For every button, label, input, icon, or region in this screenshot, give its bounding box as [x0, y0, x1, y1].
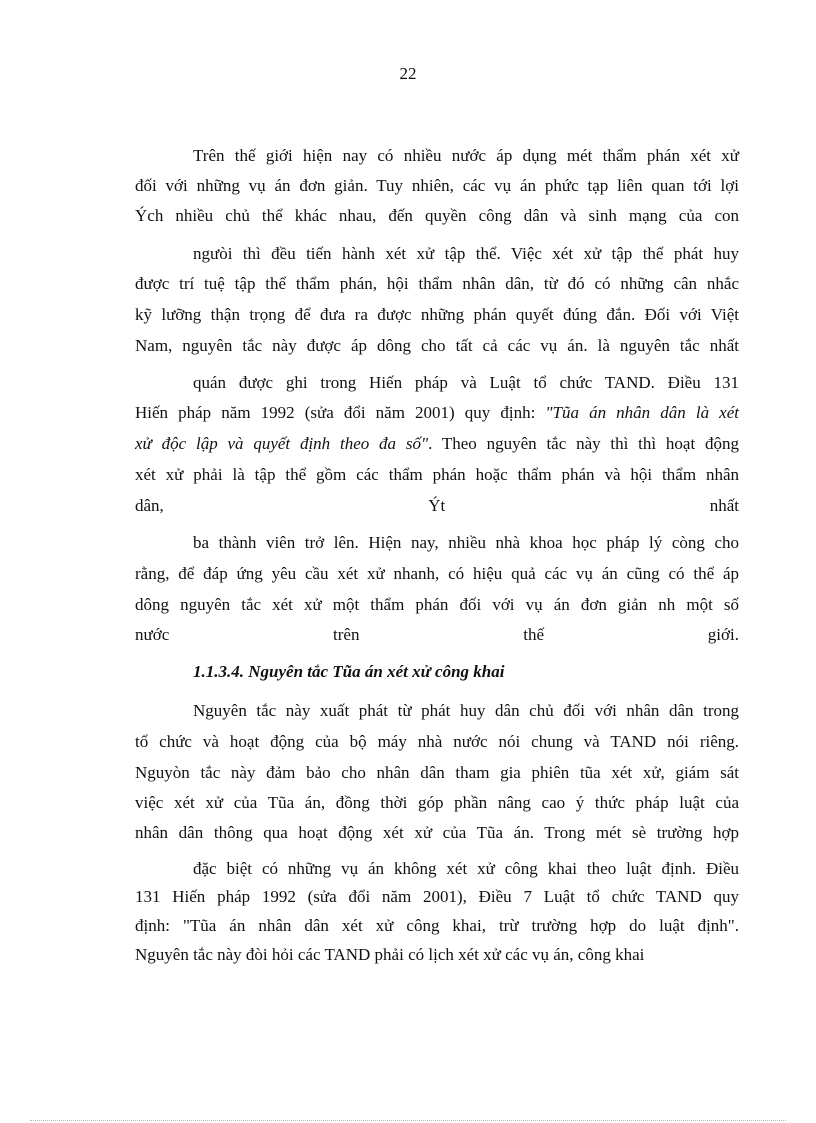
- paragraph-line: kỹ lưỡng thận trọng để đưa ra được những phán quyết đúng đắn. Đối với Việt: [135, 305, 739, 324]
- paragraph-line: nhân dân thông qua hoạt động xét xử của Tũa án. Trong mét sè trường hợp: [135, 823, 739, 842]
- quoted-text: "Tũa án nhân dân là xét: [545, 403, 739, 422]
- line-text: Hiến pháp năm 1992 (sửa đổi năm 2001) quy định:: [135, 403, 546, 422]
- paragraph-line: xét xử phải là tập thể gồm các thẩm phán hoặc thẩm phán và hội thẩm nhân: [135, 465, 739, 484]
- section-heading: 1.1.3.4. Nguyên tắc Tũa án xét xử công khai: [193, 662, 505, 681]
- paragraph-line: đối với những vụ án đơn giản. Tuy nhiên, các vụ án phức tạp liên quan tới lợi: [135, 176, 739, 195]
- page-number: 22: [399, 64, 417, 83]
- paragraph-line: dân, Ýt nhất: [135, 496, 739, 515]
- line-text: . Theo nguyên tắc này thì thì hoạt động: [428, 434, 739, 453]
- paragraph-line: Nguyên tắc này đòi hỏi các TAND phải có lịch xét xử các vụ án, công khai: [135, 945, 645, 964]
- paragraph-line: Ých nhiều chủ thể khác nhau, đến quyền công dân và sinh mạng của con: [135, 206, 739, 225]
- paragraph-line: quán được ghi trong Hiến pháp và Luật tổ chức TAND. Điều 131: [193, 373, 739, 392]
- paragraph-line: Nguyên tắc này xuất phát từ phát huy dân chủ đối với nhân dân trong: [193, 701, 739, 720]
- paragraph-line: rằng, để đáp ứng yêu cầu xét xử nhanh, có hiệu quả các vụ án cũng có thể áp: [135, 564, 739, 583]
- paragraph-line: đặc biệt có những vụ án không xét xử công khai theo luật định. Điều: [193, 859, 739, 878]
- paragraph-line: việc xét xử của Tũa án, đồng thời góp phần nâng cao ý thức pháp luật của: [135, 793, 739, 812]
- paragraph-line: Trên thế giới hiện nay có nhiều nước áp dụng mét thẩm phán xét xử: [193, 146, 739, 165]
- paragraph-line: dông nguyên tắc xét xử một thẩm phán đối với vụ án đơn giản nh một số: [135, 595, 739, 614]
- paragraph-line: [135, 434, 739, 454]
- paragraph-line: ba thành viên trở lên. Hiện nay, nhiều nhà khoa học pháp lý còng cho: [193, 533, 739, 552]
- paragraph-line: nước trên thế giới.: [135, 625, 739, 644]
- paragraph-line: được trí tuệ tập thể thẩm phán, hội thẩm nhân dân, từ đó có những cân nhắc: [135, 274, 739, 293]
- paragraph-line: Nguyòn tắc này đảm bảo cho nhân dân tham gia phiên tũa xét xử, giám sát: [135, 763, 739, 782]
- quoted-text: xử độc lập và quyết định theo đa số": [135, 434, 429, 453]
- paragraph-line: định: "Tũa án nhân dân xét xử công khai, trừ trường hợp do luật định".: [135, 916, 739, 935]
- paragraph-line: [135, 403, 739, 423]
- paragraph-line: Nam, nguyên tắc này được áp dông cho tất cả các vụ án. là nguyên tắc nhất: [135, 336, 739, 355]
- page-bottom-rule: [30, 1120, 786, 1121]
- paragraph-line: tổ chức và hoạt động của bộ máy nhà nước nói chung và TAND nói riêng.: [135, 732, 739, 751]
- paragraph-line: ngưòi thì đều tiến hành xét xử tập thể. Việc xét xử tập thể phát huy: [193, 244, 739, 263]
- paragraph-line: 131 Hiến pháp 1992 (sửa đổi năm 2001), Điều 7 Luật tổ chức TAND quy: [135, 887, 739, 906]
